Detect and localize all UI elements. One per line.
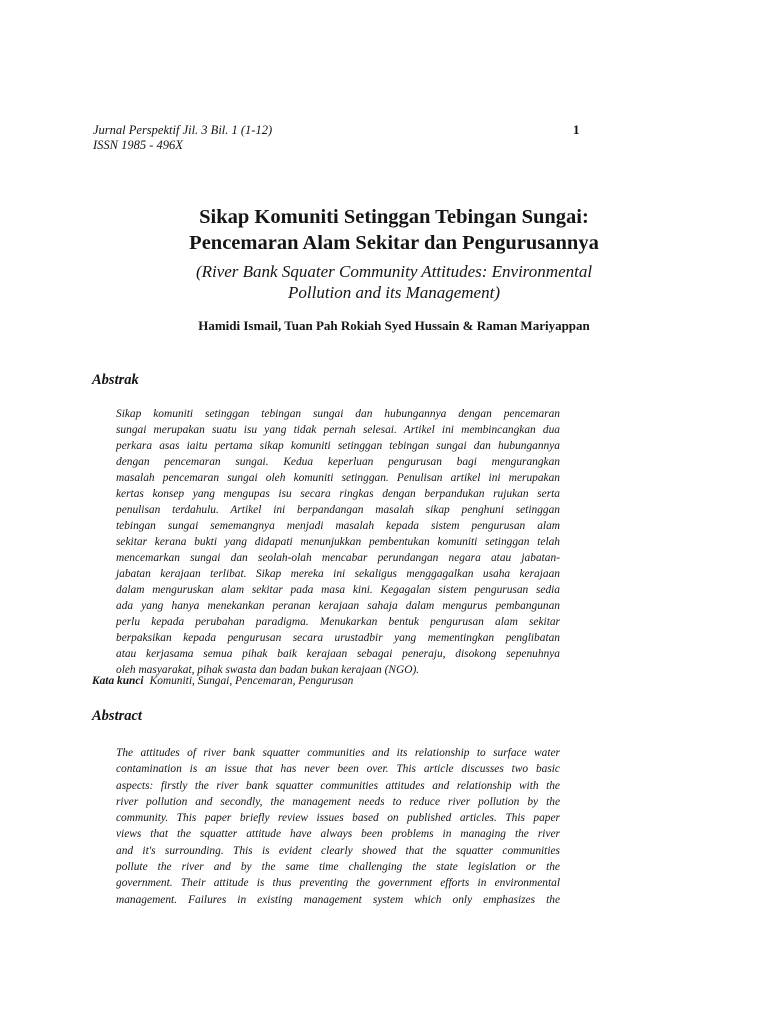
abstrak-line: masalah pencemaran sungai oleh komuniti setinggan. Penulisan artikel ini merupakan (116, 472, 560, 484)
abstrak-line: dalam menguruskan alam sekitar pada masa kini. Kegagalan sistem pengurusan sedia (116, 584, 560, 596)
abstract-line: pollute the river and by the same time challenging the state legislation or the (116, 861, 560, 874)
abstrak-line: mencemarkan sungai dan seolah-olah mencabar perundangan negara atau jabatan- (116, 552, 560, 564)
journal-info (93, 123, 272, 153)
abstract-line: and it's surrounding. This is evident clearly showed that the squatter communities (116, 844, 560, 857)
abstract-line: management. Failures in existing management system which only emphasizes the (116, 893, 560, 906)
abstract-line: government. Their attitude is thus preventing the government efforts in environmental (116, 877, 560, 890)
abstrak-line: Sikap komuniti setinggan tebingan sungai dan hubungannya dengan pencemaran (116, 408, 560, 420)
authors: Hamidi Ismail, Tuan Pah Rokiah Syed Hussain & Raman Mariyappan (198, 318, 590, 333)
abstrak-line: ada yang hanya menekankan peranan kerajaan sahaja dalam mengurus pembangunan (116, 600, 560, 612)
abstract-heading: Abstract (92, 708, 142, 724)
abstract-line: contamination is an issue that has never been over. This article discusses two basic (116, 763, 560, 776)
abstrak-line: penulisan terdahulu. Artikel ini berpandangan masalah sikap penghuni setinggan (116, 504, 560, 516)
title-en-line-2: Pollution and its Management) (287, 283, 500, 302)
abstrak-line: kertas konsep yang mengupas isu secara ringkas dengan berpandukan rujukan serta (116, 488, 560, 500)
abstract-line: aspects: firstly the river bank squatter communities attitudes and relationship with the (116, 779, 560, 792)
issn-line: ISSN 1985 - 496X (93, 138, 183, 152)
abstrak-line: tebingan sungai sememangnya menjadi masalah kepada sistem pengurusan alam (116, 520, 560, 532)
abstract-line: river pollution and secondly, the management needs to reduce river pollution by the (116, 795, 560, 808)
article-title (60, 204, 728, 256)
abstrak-line: sekitar kerana bukti yang didapati menunjukkan pembentukan komuniti setinggan telah (116, 536, 560, 548)
abstrak-line: perkara asas iaitu pertama sikap komuniti setinggan tebingan sungai dan hubungannya (116, 440, 560, 452)
abstrak-heading: Abstrak (92, 372, 139, 388)
title-line-1: Sikap Komuniti Setinggan Tebingan Sungai: (199, 206, 589, 228)
abstrak-line: perlu kepada perubahan paradigma. Menukarkan bentuk pengurusan alam sekitar (116, 616, 560, 628)
journal-line: Jurnal Perspektif Jil. 3 Bil. 1 (1-12) (93, 123, 273, 137)
title-line-2: Pencemaran Alam Sekitar dan Pengurusannya (189, 232, 599, 254)
abstrak-line: oleh masyarakat, pihak swasta dan badan bukan kerajaan (NGO). (116, 664, 420, 676)
abstrak-line: berpaksikan kepada pengurusan secara urustadbir yang mementingkan penglibatan (116, 632, 560, 644)
page-number: 1 (573, 122, 580, 137)
title-en-line-1: (River Bank Squater Community Attitudes: Environmental (195, 262, 593, 281)
abstrak-line: sungai merupakan suatu isu yang tidak pernah selesai. Artikel ini membincangkan dua (116, 424, 560, 436)
abstract-line: community. This paper briefly review issues based on published articles. This paper (116, 812, 560, 825)
abstrak-line: jabatan kerajaan terlibat. Sikap mereka ini sekaligus menggagalkan usaha kerajaan (116, 568, 560, 580)
keywords (92, 675, 353, 687)
article-title-english (60, 261, 728, 303)
abstract-line: The attitudes of river bank squatter communities and its relationship to surface water (116, 747, 560, 759)
abstrak-body (116, 406, 560, 678)
abstract-body (116, 745, 560, 908)
abstract-line: views that the squatter attitude have always been problems in managing the river (116, 828, 560, 841)
abstrak-line: atau kerjasama semua pihak baik kerajaan sebagai peneraju, disokong sepenuhnya (116, 648, 560, 660)
abstrak-line: dengan pencemaran sungai. Kedua keperluan pengurusan bagi mengurangkan (116, 456, 560, 468)
keywords-text: Komuniti, Sungai, Pencemaran, Pengurusan (149, 675, 354, 687)
keywords-label: Kata kunci (92, 675, 144, 687)
